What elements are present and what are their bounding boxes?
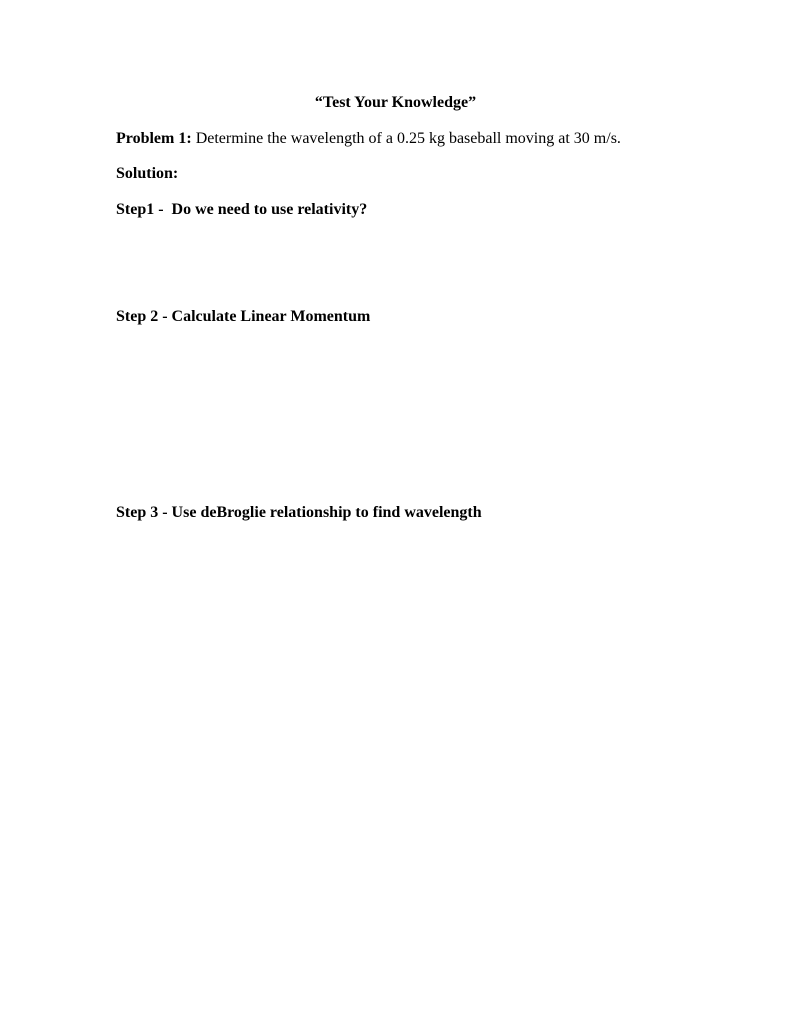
problem-text: Determine the wavelength of a 0.25 kg baseball moving at 30 m/s.: [191, 130, 621, 147]
step-1-heading: Step1 - Do we need to use relativity?: [116, 201, 368, 218]
step-3-heading: Step 3 - Use deBroglie relationship to find wavelength: [116, 504, 482, 521]
problem-statement: [116, 129, 621, 149]
solution-label: Solution:: [116, 165, 179, 182]
document-title: “Test Your Knowledge”: [314, 94, 477, 111]
step-2-heading: Step 2 - Calculate Linear Momentum: [116, 308, 371, 325]
problem-label: Problem 1:: [116, 130, 192, 147]
